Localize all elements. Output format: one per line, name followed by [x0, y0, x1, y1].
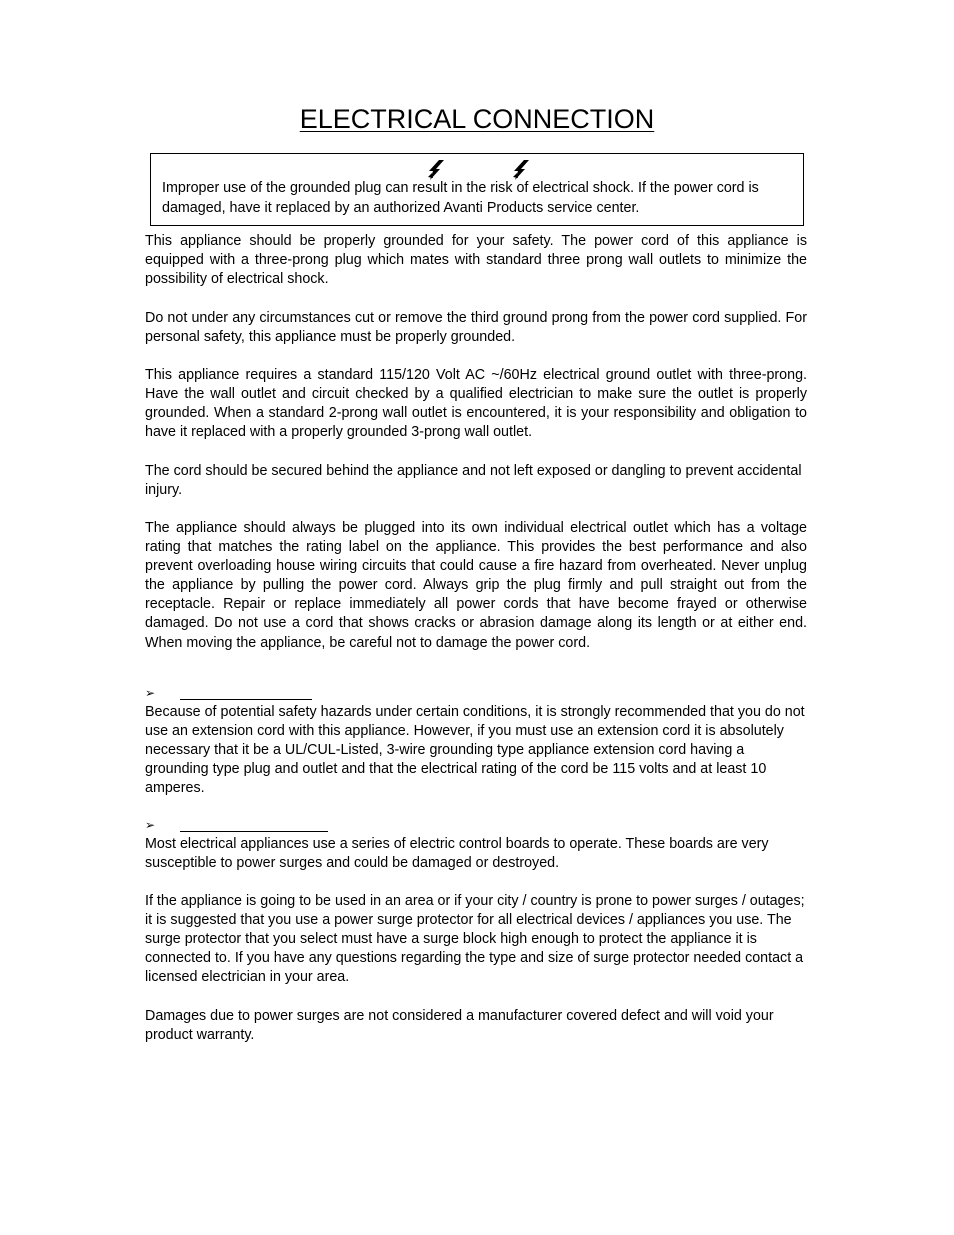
section-heading-underline	[180, 831, 328, 832]
paragraph-ground-prong: Do not under any circumstances cut or remove the third ground prong from the power cord supplied. For personal safety, this appliance must be properly grounded.	[145, 310, 807, 346]
paragraph-warranty: Damages due to power surges are not considered a manufacturer covered defect and will void your product warranty.	[145, 1008, 774, 1044]
paragraph-grounding: This appliance should be properly grounded for your safety. The power cord of this appliance is equipped with a three-prong plug which mates with standard three prong wall outlets to minimize the possibility of electrical shock.	[145, 233, 807, 288]
lightning-bolt-icon	[427, 160, 445, 180]
paragraph-surge-protector: If the appliance is going to be used in an area or if your city / country is prone to power surges / outages; it is suggested that you use a power surge protector for all electrical devices / appliances you use. The surge protector that you select must have a surge block high enough to protect the appliance it is connected to. If you have any questions regarding the type and size of surge protector needed contact a licensed electrician in your area.	[145, 893, 805, 986]
section-heading-underline	[180, 699, 312, 700]
page-title: ELECTRICAL CONNECTION	[299, 104, 655, 134]
paragraph-cord-placement: The cord should be secured behind the appliance and not left exposed or dangling to prevent accidental injury.	[145, 463, 802, 499]
arrowhead-bullet-icon: ➢	[145, 818, 156, 832]
paragraph-control-boards: Most electrical appliances use a series of electric control boards to operate. These boards are very susceptible to power surges and could be damaged or destroyed.	[145, 836, 769, 872]
paragraph-outlet-requirements: This appliance requires a standard 115/120 Volt AC ~/60Hz electrical ground outlet with three-prong. Have the wall outlet and circuit checked by a qualified electrician to make sure the outlet is properly grounded. When a standard 2-prong wall outlet is encountered, it is your responsibility and obligation to have it replaced with a properly grounded 3-prong wall outlet.	[145, 367, 807, 441]
warning-text: Improper use of the grounded plug can result in the risk of electrical shock. If the power cord is damaged, have it replaced by an authorized Avanti Products service center.	[162, 180, 759, 216]
paragraph-extension-cord: Because of potential safety hazards under certain conditions, it is strongly recommended that you do not use an extension cord with this appliance. However, if you must use an extension cord it is absolutely necessary that it be a UL/CUL-Listed, 3-wire grounding type appliance extension cord having a grounding type plug and outlet and that the electrical rating of the cord be 115 volts and at least 10 amperes.	[145, 704, 805, 797]
lightning-bolt-icon	[512, 160, 530, 180]
paragraph-individual-outlet: The appliance should always be plugged into its own individual electrical outlet which has a voltage rating that matches the rating label on the appliance. This provides the best performance and also prevent overloading house wiring circuits that could cause a fire hazard from overheated. Never unplug the appliance by pulling the power cord. Always grip the plug firmly and pull straight out from the receptacle. Repair or replace immediately all power cords that have become frayed or otherwise damaged. Do not use a cord that shows cracks or abrasion damage along its length or at either end. When moving the appliance, be careful not to damage the power cord.	[145, 520, 807, 651]
warning-box	[150, 153, 804, 226]
arrowhead-bullet-icon: ➢	[145, 686, 156, 700]
